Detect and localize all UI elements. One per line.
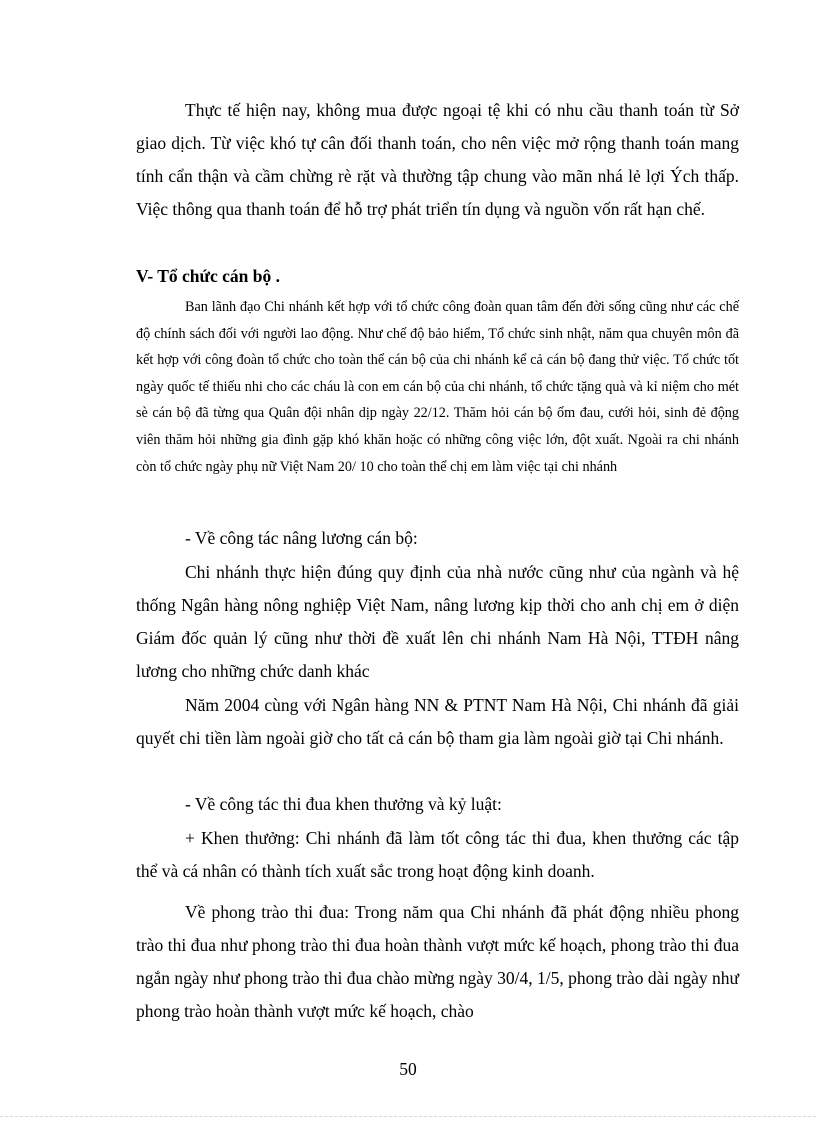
page-number: 50 [399,1059,417,1079]
paragraph-foreign-currency: Thực tế hiện nay, không mua được ngoại tệ khi có nhu cầu thanh toán từ Sở giao dịch. Từ việc khó tự cân đối thanh toán, cho nên việc mở rộng thanh toán mang tính cẩn thận và cầm chừng rè rặt và thường tập chung vào mãn nhá lẻ lợi Ých thấp. Việc thông qua thanh toán để hỗ trợ phát triển tín dụng và nguồn vốn rất hạn chế. [136,100,739,219]
page-bottom-divider [0,1116,816,1117]
paragraph-emulation-movement: Về phong trào thi đua: Trong năm qua Chi nhánh đã phát động nhiều phong trào thi đua như phong trào thi đua hoàn thành vượt mức kế hoạch, phong trào thi đua ngắn ngày như phong trào thi đua chào mừng ngày 30/4, 1/5, phong trào dài ngày như phong trào hoàn thành vượt mức kế hoạch, chào [136,902,739,1021]
section-heading-staff-organization: V- Tổ chức cán bộ . [136,266,281,286]
paragraph-staff-welfare: Ban lãnh đạo Chi nhánh kết hợp với tổ chức công đoàn quan tâm đến đời sống cũng như các chế độ chính sách đối với người lao động. Như chế độ bảo hiểm, Tổ chức sinh nhật, năm qua chuyên môn đã kết hợp với công đoàn tổ chức cho toàn thể cán bộ của chi nhánh kể cả cán bộ đang thử việc. Tổ chức tốt ngày quốc tế thiếu nhi cho các cháu là con em cán bộ của chi nhánh, tổ chức tặng quà và kỉ niệm cho mét sè cán bộ đã từng qua Quân đội nhân dịp ngày 22/12. Thăm hỏi cán bộ ốm đau, cưới hỏi, sinh đẻ động viên thăm hỏi những gia đình gặp khó khăn hoặc có những công việc lớn, đột xuất. Ngoài ra chi nhánh còn tổ chức ngày phụ nữ Việt Nam 20/ 10 cho toàn thể chị em làm việc tại chi nhánh [136,299,739,475]
paragraph-salary-raise-heading: - Về công tác nâng lương cán bộ: [185,528,418,548]
paragraph-emulation-heading: - Về công tác thi đua khen thưởng và kỷ luật: [185,794,502,814]
paragraph-salary-raise: Chi nhánh thực hiện đúng quy định của nhà nước cũng như của ngành và hệ thống Ngân hàng nông nghiệp Việt Nam, nâng lương kịp thời cho anh chị em ở diện Giám đốc quản lý cũng như thời đề xuất lên chi nhánh Nam Hà Nội, TTĐH nâng lương cho những chức danh khác [136,562,739,681]
paragraph-overtime-2004: Năm 2004 cùng với Ngân hàng NN & PTNT Nam Hà Nội, Chi nhánh đã giải quyết chi tiền làm ngoài giờ cho tất cả cán bộ tham gia làm ngoài giờ tại Chi nhánh. [136,695,739,748]
paragraph-rewards: + Khen thưởng: Chi nhánh đã làm tốt công tác thi đua, khen thưởng các tập thể và cá nhân có thành tích xuất sắc trong hoạt động kinh doanh. [136,828,739,881]
